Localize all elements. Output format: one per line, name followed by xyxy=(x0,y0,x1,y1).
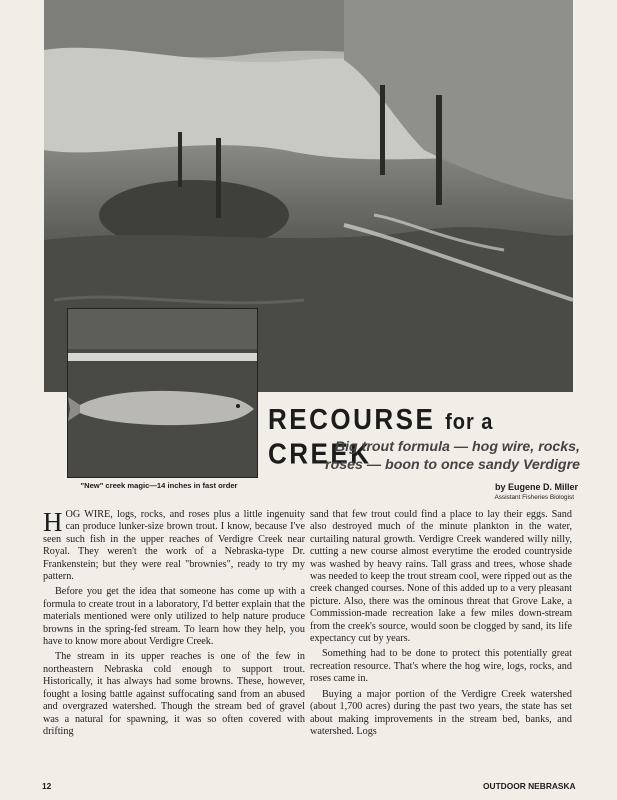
paragraph xyxy=(43,509,305,583)
page-number: 12 xyxy=(42,781,52,791)
magazine-name: OUTDOOR NEBRASKA xyxy=(483,781,576,791)
headline-word: CREEK xyxy=(268,436,372,471)
paragraph-text: OG WIRE, logs, rocks, and roses plus a little ingenuity can produce lunker-size brown trout. I know, because I've seen such fish in the upper reaches of Verdigre Creek near Royal. They weren't the work of a Nebraska-type Dr. Frankenstein; but they were real "brownies", ready to try my pattern. xyxy=(43,509,305,583)
paragraph: sand that few trout could find a place to lay their eggs. Sand also destroyed much of the minute plankton in the water, curtailing natural growth. Verdigre Creek wandered willy nilly, cutting a new course almost everytime the eroded countryside was washed by heavy rains. Tall grass and trees, whose shade was needed to keep the trout stream cool, were ripped out as the creek changed courses. None of this added up to a very pleasant picture. Also, there was the ominous threat that Grove Lake, a Commission-made recreation lake a few miles down-stream from the creek's source, would soon be clogged by sand, its life expectancy cut by years. xyxy=(310,509,572,645)
measuring-board xyxy=(68,353,257,361)
trout-scene xyxy=(68,309,257,477)
author-title: Assistant Fisheries Biologist xyxy=(494,494,574,501)
inset-caption: "New" creek magic—14 inches in fast order xyxy=(80,481,238,490)
paragraph: Something had to be done to protect this potentially great recreation resource. That's where the hog wire, logs, rocks, and roses came in. xyxy=(310,648,572,685)
fence-post xyxy=(436,95,442,205)
left-column xyxy=(43,509,305,741)
fence-post xyxy=(178,132,182,187)
fence-post xyxy=(216,138,221,218)
paragraph: Before you get the idea that someone has come up with a formula to create trout in a laboratory, I'd better explain that the materials mentioned were only utilized to help nature produce browns in the spring-fed stream. To learn how they help, you have to know more about Verdigre Creek. xyxy=(43,586,305,648)
paragraph: Buying a major portion of the Verdigre Creek watershed (about 1,700 acres) during the past two years, the state has set about making improvements in the stream bed, banks, and watershed. Logs xyxy=(310,688,572,737)
trout-inset-photograph xyxy=(67,308,258,478)
drop-cap: H xyxy=(43,507,63,537)
right-column xyxy=(310,509,572,741)
headline-word: for a xyxy=(445,409,494,435)
headline-word: RECOURSE xyxy=(268,402,436,436)
paragraph: The stream in its upper reaches is one of the few in northeastern Nebraska cold enough to support trout. Historically, it has always had some browns. These, however, fought a losing battle against suffocating sand from an abused and overgrazed watershed. Though the stream bed of gravel was a natural for spawning, it was so often covered with drifting xyxy=(43,651,305,737)
article-subhead: Big trout formula — hog wire, rocks, roses — boon to once sandy Verdigre xyxy=(325,439,580,473)
fence-post xyxy=(380,85,385,175)
byline: by Eugene D. Miller xyxy=(494,482,578,492)
